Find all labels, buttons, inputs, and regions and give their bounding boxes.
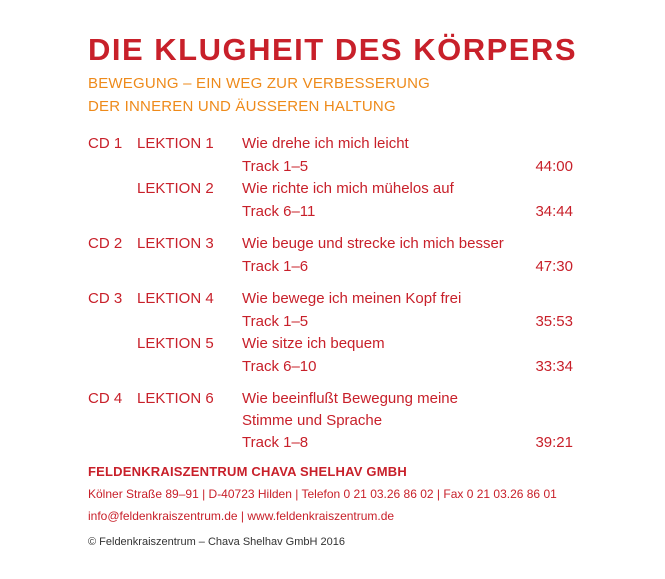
lesson-text: Stimme und Sprache: [242, 412, 383, 429]
track-row: [0, 156, 665, 178]
duration: 35:53: [535, 313, 573, 330]
track-row: [0, 356, 665, 378]
lesson-text: Track 6–10: [242, 358, 317, 375]
lesson-label: LEKTION 2: [137, 180, 214, 197]
subtitle-line-1: BEWEGUNG – EIN WEG ZUR VERBESSERUNG: [88, 75, 431, 92]
lesson-label: LEKTION 5: [137, 335, 214, 352]
track-row: [0, 432, 665, 454]
lesson-text: Wie richte ich mich mühelos auf: [242, 180, 454, 197]
lesson-text: Track 1–8: [242, 434, 309, 451]
footer-web[interactable]: info@feldenkraiszentrum.de | www.feldenkraiszentrum.de: [88, 509, 395, 523]
track-row: [0, 333, 665, 355]
lesson-text: Wie bewege ich meinen Kopf frei: [242, 290, 462, 307]
lesson-label: LEKTION 6: [137, 390, 214, 407]
lesson-label: LEKTION 4: [137, 290, 214, 307]
duration: 47:30: [535, 258, 573, 275]
lesson-label: LEKTION 1: [137, 135, 214, 152]
track-row: [0, 288, 665, 310]
album-title: DIE KLUGHEIT DES KÖRPERS: [88, 32, 577, 67]
footer-company: FELDENKRAISZENTRUM CHAVA SHELHAV GMBH: [88, 464, 407, 479]
cd-label: CD 3: [88, 290, 123, 307]
duration: 44:00: [535, 158, 573, 175]
footer-address: Kölner Straße 89–91 | D-40723 Hilden | Telefon 0 21 03.26 86 02 | Fax 0 21 03.26 86 01: [88, 487, 557, 501]
lesson-text: Track 1–5: [242, 158, 309, 175]
track-row: [0, 311, 665, 333]
lesson-label: LEKTION 3: [137, 235, 214, 252]
lesson-text: Wie drehe ich mich leicht: [242, 135, 409, 152]
track-row: [0, 256, 665, 278]
track-row: [0, 133, 665, 155]
cd-label: CD 2: [88, 235, 123, 252]
duration: 33:34: [535, 358, 573, 375]
track-row: [0, 388, 665, 410]
lesson-text: Wie beeinflußt Bewegung meine: [242, 390, 458, 407]
lesson-text: Track 6–11: [242, 203, 316, 220]
cd-label: CD 4: [88, 390, 123, 407]
lesson-text: Track 1–5: [242, 313, 309, 330]
lesson-text: Wie sitze ich bequem: [242, 335, 385, 352]
footer-copyright: © Feldenkraiszentrum – Chava Shelhav GmbH 2016: [88, 536, 345, 548]
track-row: [0, 410, 665, 432]
lesson-text: Track 1–6: [242, 258, 309, 275]
lesson-text: Wie beuge und strecke ich mich besser: [242, 235, 504, 252]
track-row: [0, 233, 665, 255]
track-row: [0, 201, 665, 223]
subtitle-line-2: DER INNEREN UND ÄUSSEREN HALTUNG: [88, 98, 396, 115]
track-row: [0, 178, 665, 200]
duration: 39:21: [535, 434, 573, 451]
duration: 34:44: [535, 203, 573, 220]
cd-label: CD 1: [88, 135, 123, 152]
